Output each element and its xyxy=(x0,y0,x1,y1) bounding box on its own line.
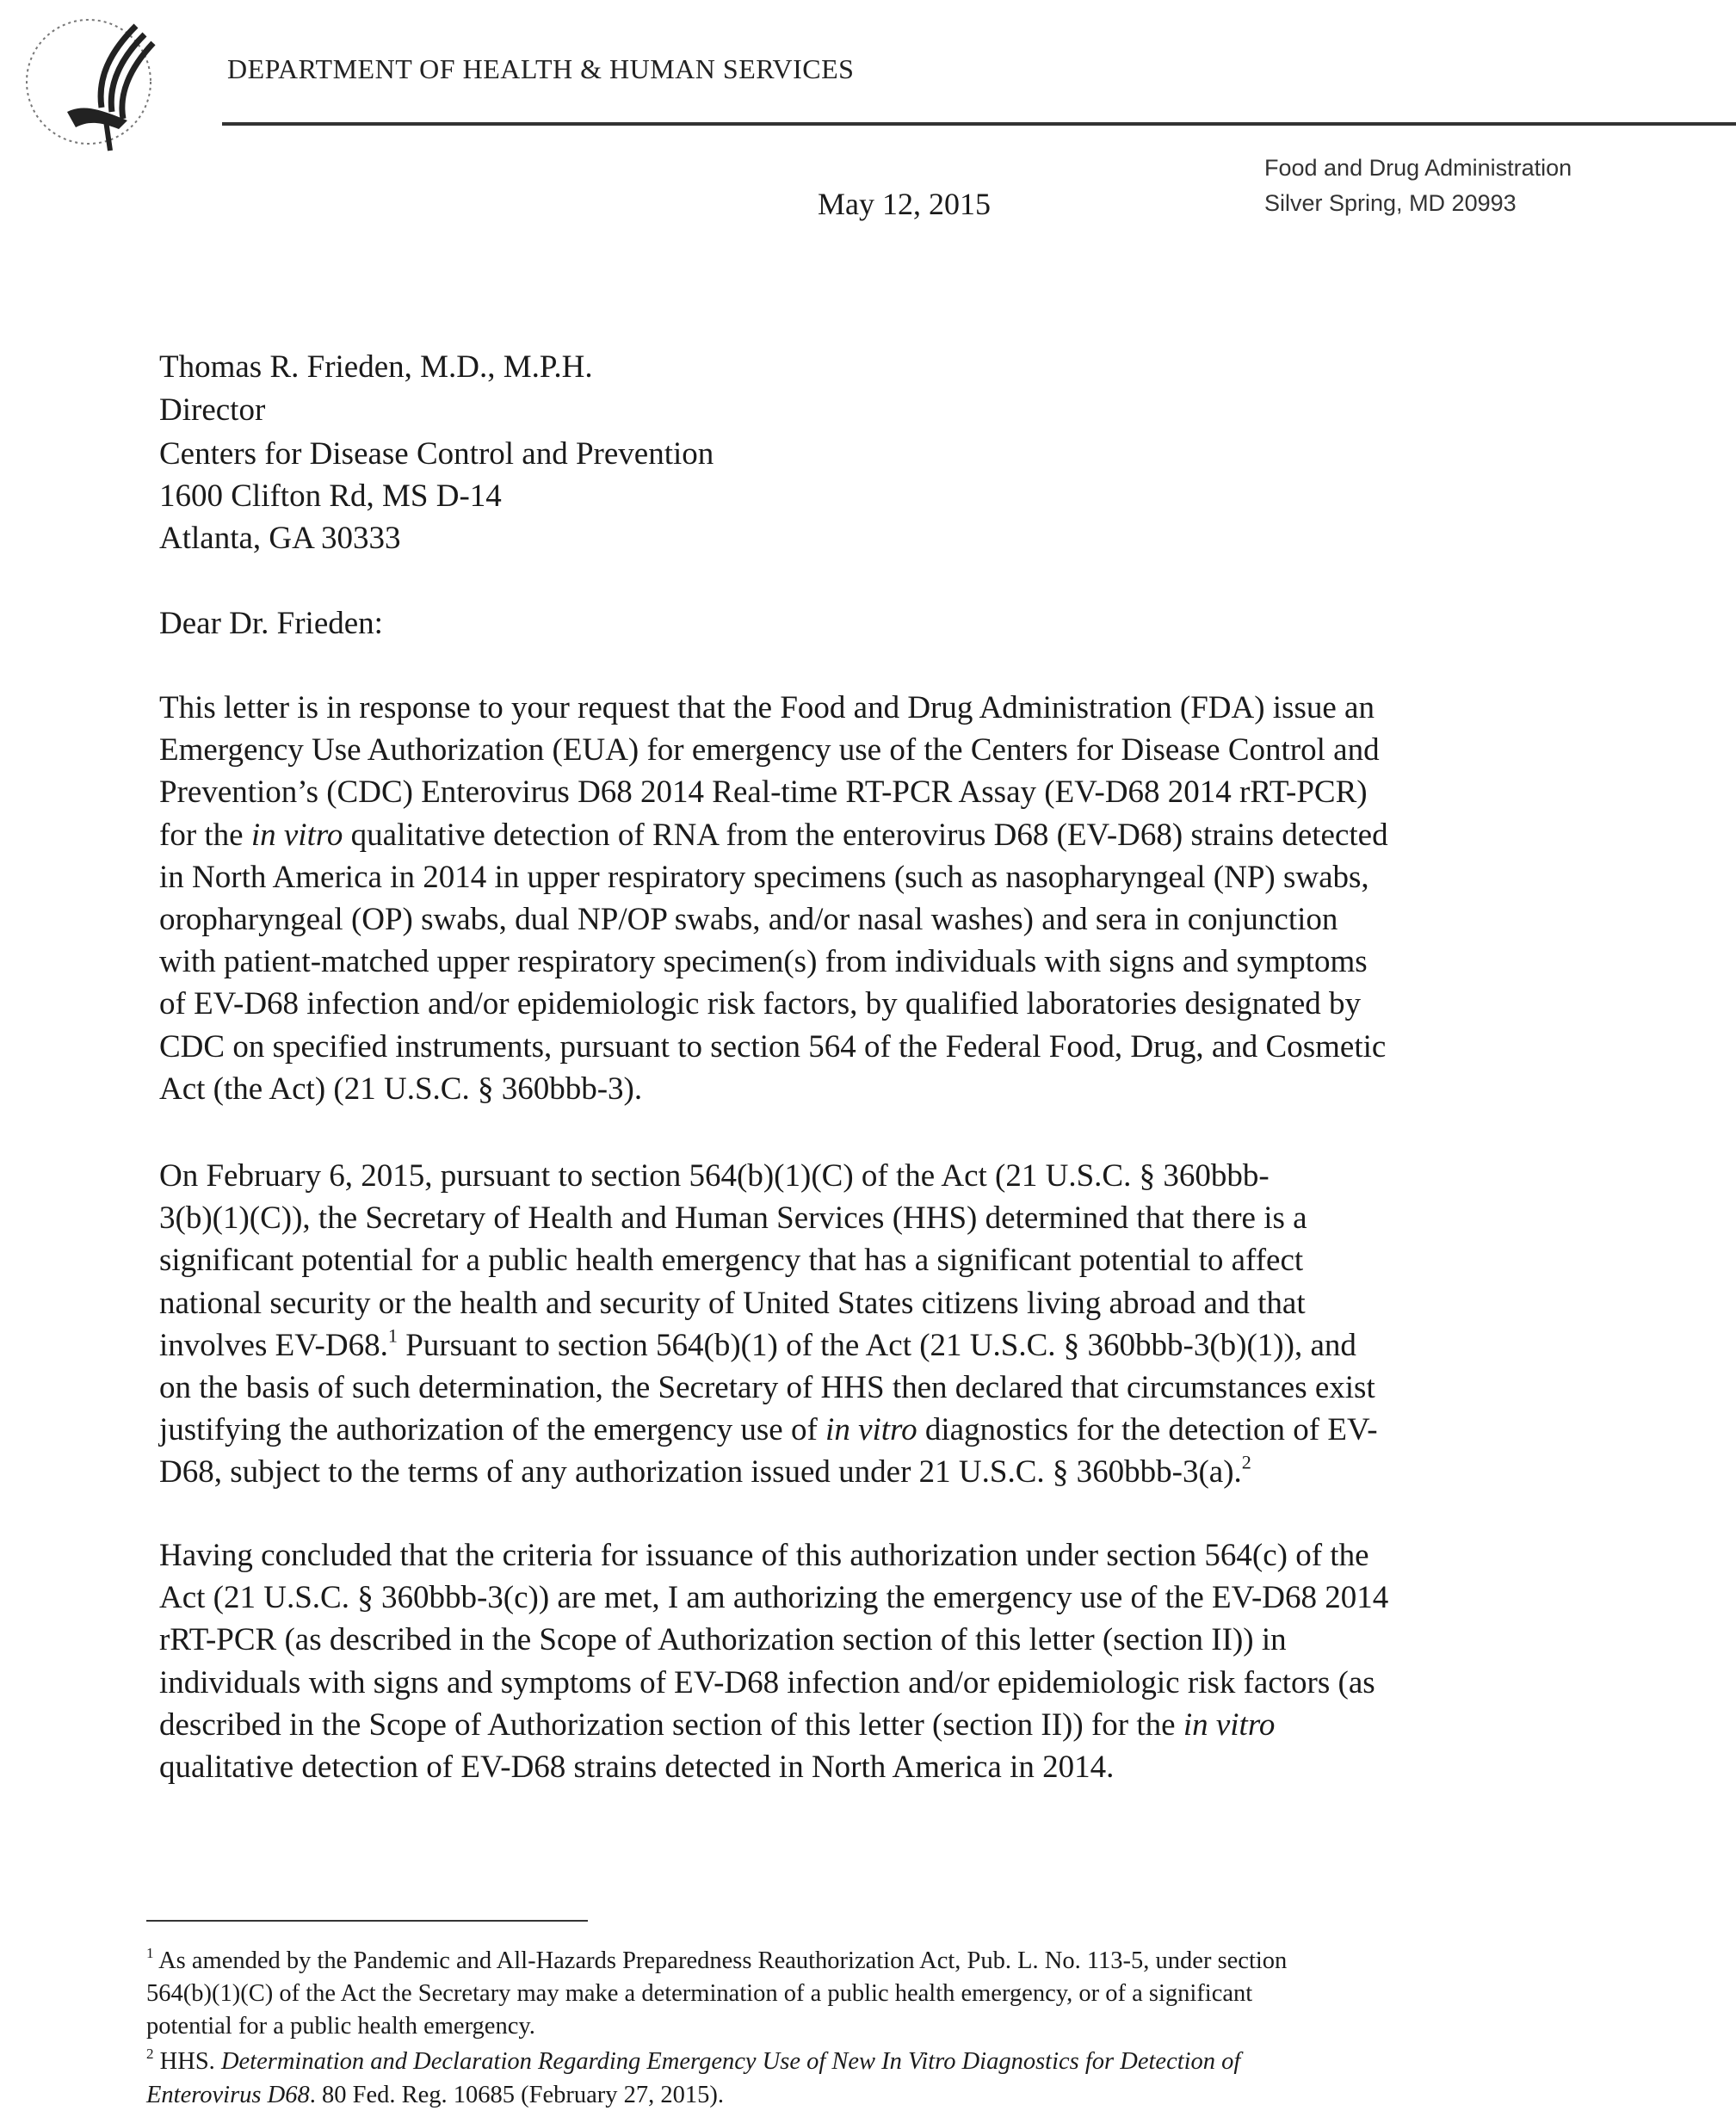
text-line xyxy=(159,819,1388,851)
text-span: HHS. xyxy=(153,2048,221,2075)
letterhead-rule xyxy=(222,122,1736,126)
text-span: CDC on specified instruments, pursuant to section 564 of the Federal Food, Drug, and Cosmetic xyxy=(159,1028,1387,1065)
text-span: On February 6, 2015, pursuant to section 564(b)(1)(C) of the Act (21 U.S.C. § 360bbb- xyxy=(159,1158,1270,1194)
text-span: diagnostics for the detection of EV- xyxy=(917,1412,1378,1448)
text-line xyxy=(146,1945,1288,1974)
text-line xyxy=(159,1028,1387,1065)
text-span: involves EV-D68. xyxy=(159,1327,388,1363)
text-span: qualitative detection of EV-D68 strains detected in North America in 2014. xyxy=(159,1750,1115,1785)
text-line xyxy=(146,2015,535,2040)
text-line xyxy=(146,1982,1252,2007)
text-line xyxy=(159,988,1361,1020)
text-span: This letter is in response to your request that the Food and Drug Administration (FDA) issue an xyxy=(159,690,1375,725)
text-line xyxy=(159,734,1380,766)
text-span: 3(b)(1)(C)), the Secretary of Health and Human Services (HHS) determined that there is a xyxy=(159,1200,1307,1237)
text-line xyxy=(159,1372,1375,1404)
text-span: national security or the health and security of United States citizens living abroad and that xyxy=(159,1285,1306,1321)
text-line xyxy=(159,1200,1307,1237)
recipient-line: Atlanta, GA 30333 xyxy=(159,521,401,556)
italic-text: in vitro xyxy=(1183,1706,1276,1743)
text-span: qualitative detection of RNA from the enterovirus D68 (EV-D68) strains detected xyxy=(343,817,1388,853)
text-line xyxy=(159,1324,1356,1363)
text-line xyxy=(159,1073,642,1105)
text-span: D68, subject to the terms of any authorization issued under 21 U.S.C. § 360bbb-3(a). xyxy=(159,1454,1242,1490)
text-line xyxy=(159,1664,1375,1700)
italic-text: Enterovirus D68 xyxy=(146,2082,310,2108)
text-line xyxy=(159,1451,1251,1490)
text-span: Prevention’s (CDC) Enterovirus D68 2014 Real-time RT-PCR Assay (EV-D68 2014 rRT-PCR) xyxy=(159,775,1368,811)
text-line xyxy=(159,1540,1369,1571)
text-line xyxy=(159,861,1369,893)
text-span: in North America in 2014 in upper respiratory specimens (such as nasopharyngeal (NP) swabs, xyxy=(159,859,1369,895)
text-line xyxy=(159,1243,1304,1279)
text-line xyxy=(159,1706,1276,1743)
text-span: significant potential for a public health emergency that has a significant potential to affect xyxy=(159,1243,1304,1279)
text-span: Having concluded that the criteria for issuance of this authorization under section 564(c) of the xyxy=(159,1538,1369,1573)
salutation: Dear Dr. Frieden: xyxy=(159,606,383,641)
text-line xyxy=(159,946,1368,978)
letter-date: May 12, 2015 xyxy=(818,187,991,221)
footnote-marker: 2 xyxy=(146,2046,154,2063)
footnote-marker: 1 xyxy=(146,1945,154,1962)
footnote-marker: 2 xyxy=(1241,1451,1251,1473)
text-line xyxy=(159,1414,1378,1446)
text-span: on the basis of such determination, the Secretary of HHS then declared that circumstances exist xyxy=(159,1370,1375,1405)
text-line xyxy=(159,775,1368,811)
agency-name: Food and Drug Administration xyxy=(1264,155,1572,181)
recipient-line: 1600 Clifton Rd, MS D-14 xyxy=(159,478,502,514)
text-span: Emergency Use Authorization (EUA) for emergency use of the Centers for Disease Control and xyxy=(159,732,1380,768)
text-span: 564(b)(1)(C) of the Act the Secretary may make a determination of a public health emergency, or of a significant xyxy=(146,1980,1253,2007)
recipient-line: Centers for Disease Control and Prevention xyxy=(159,436,714,472)
text-line xyxy=(159,692,1375,724)
italic-text: Determination and Declaration Regarding Emergency Use of New In Vitro Diagnostics for Detection of xyxy=(220,2048,1241,2075)
text-span: Act (21 U.S.C. § 360bbb-3(c)) are met, I am authorizing the emergency use of the EV-D68 2014 xyxy=(159,1580,1389,1616)
text-span: potential for a public health emergency. xyxy=(146,2013,535,2040)
text-line xyxy=(159,1287,1306,1319)
text-span: Pursuant to section 564(b)(1) of the Act (21 U.S.C. § 360bbb-3(b)(1)), and xyxy=(397,1327,1356,1363)
hhs-seal-logo xyxy=(15,0,179,164)
text-line xyxy=(159,1751,1114,1783)
text-line xyxy=(159,1624,1287,1656)
text-line xyxy=(159,904,1338,935)
text-span: described in the Scope of Authorization section of this letter (section II)) for the xyxy=(159,1706,1183,1743)
text-line xyxy=(146,2046,1241,2075)
text-span: justifying the authorization of the emergency use of xyxy=(159,1412,826,1448)
text-span: with patient-matched upper respiratory specimen(s) from individuals with signs and symptoms xyxy=(159,944,1368,980)
footnote-marker: 1 xyxy=(387,1324,398,1347)
text-line xyxy=(159,1582,1388,1614)
department-heading: DEPARTMENT OF HEALTH & HUMAN SERVICES xyxy=(227,53,855,84)
italic-text: in vitro xyxy=(250,817,343,853)
text-span: of EV-D68 infection and/or epidemiologic risk factors, by qualified laboratories designated by xyxy=(159,986,1362,1022)
text-span: As amended by the Pandemic and All-Hazards Preparedness Reauthorization Act, Pub. L. No. 113-5, under section xyxy=(153,1947,1288,1974)
text-span: . 80 Fed. Reg. 10685 (February 27, 2015). xyxy=(309,2082,724,2108)
text-line xyxy=(159,1160,1270,1192)
footnote-rule xyxy=(146,1920,588,1922)
text-span: Act (the Act) (21 U.S.C. § 360bbb-3). xyxy=(159,1071,643,1107)
recipient-line: Thomas R. Frieden, M.D., M.P.H. xyxy=(159,349,593,385)
text-span: individuals with signs and symptoms of EV-D68 infection and/or epidemiologic risk factors (as xyxy=(159,1664,1375,1700)
text-span: for the xyxy=(159,817,251,853)
text-span: rRT-PCR (as described in the Scope of Authorization section of this letter (section II)) in xyxy=(159,1622,1287,1658)
text-span: oropharyngeal (OP) swabs, dual NP/OP swabs, and/or nasal washes) and sera in conjunction xyxy=(159,902,1338,937)
recipient-line: Director xyxy=(159,392,266,428)
italic-text: in vitro xyxy=(825,1412,917,1448)
text-line xyxy=(146,2083,724,2108)
agency-address: Silver Spring, MD 20993 xyxy=(1264,190,1517,216)
